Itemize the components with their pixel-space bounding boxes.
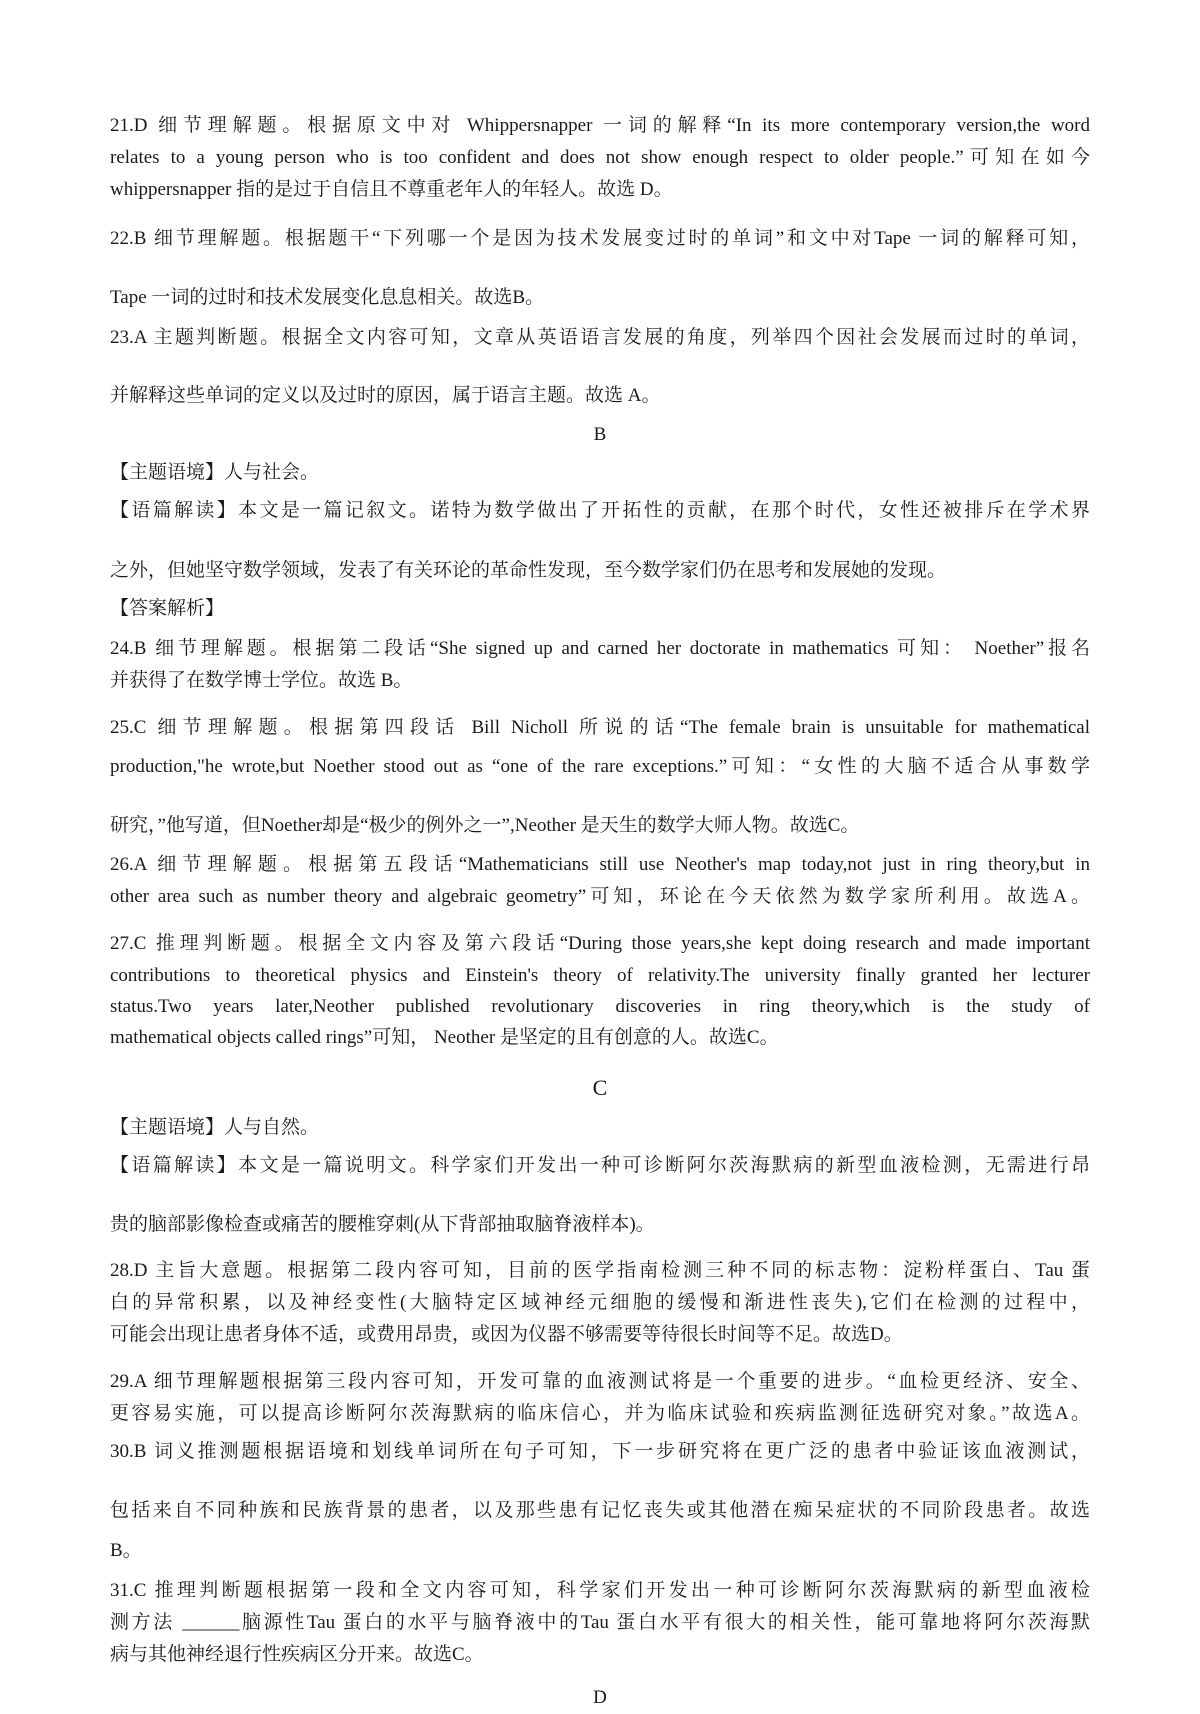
text-line: 31.C 推理判断题根据第一段和全文内容可知，科学家们开发出一种可诊断阿尔茨海默病的新型血液检 <box>110 1580 1090 1601</box>
text-line: status.Two years later,Neother published revolutionary discoveries in ring theory,which is the study of <box>110 996 1090 1017</box>
text-line: whippersnapper 指的是过于自信且不尊重老年人的年轻人。故选 D。 <box>110 179 673 200</box>
text-line: 28.D 主旨大意题。根据第二段内容可知，目前的医学指南检测三种不同的标志物：淀粉样蛋白、Tau 蛋 <box>110 1260 1090 1281</box>
text-line: 【主题语境】人与自然。 <box>110 1117 320 1138</box>
text-line: mathematical objects called rings”可知， Neother 是坚定的且有创意的人。故选C。 <box>110 1027 779 1048</box>
section-heading: D <box>593 1687 607 1708</box>
text-line: 【语篇解读】本文是一篇说明文。科学家们开发出一种可诊断阿尔茨海默病的新型血液检测，无需进行昂 <box>110 1155 1090 1176</box>
text-line: 25.C 细节理解题。根据第四段话 Bill Nicholl 所说的话“The female brain is unsuitable for mathematical <box>110 717 1090 738</box>
text-line: 【答案解析】 <box>110 598 225 619</box>
text-line: 白的异常积累，以及神经变性(大脑特定区域神经元细胞的缓慢和渐进性丧失),它们在检测的过程中， <box>110 1292 1090 1313</box>
text-line: 21.D 细节理解题。根据原文中对 Whippersnapper 一词的解释“In its more contemporary version,the word <box>110 115 1090 136</box>
text-line: 并解释这些单词的定义以及过时的原因，属于语言主题。故选 A。 <box>110 385 661 406</box>
text-line: 26.A 细节理解题。根据第五段话“Mathematicians still use Neother's map today,not just in ring theory,but in <box>110 854 1090 875</box>
text-line: B。 <box>110 1540 142 1561</box>
text-line: production,"he wrote,but Noether stood out as “one of the rare exceptions.”可知：“女性的大脑不适合从事数学 <box>110 756 1090 777</box>
text-line: contributions to theoretical physics and Einstein's theory of relativity.The university finally granted her lecturer <box>110 965 1090 986</box>
text-line: 可能会出现让患者身体不适，或费用昂贵，或因为仪器不够需要等待很长时间等不足。故选D。 <box>110 1324 903 1345</box>
text-line: relates to a young person who is too confident and does not show enough respect to older people.”可知在如今 <box>110 147 1090 168</box>
text-line: 30.B 词义推测题根据语境和划线单词所在句子可知，下一步研究将在更广泛的患者中验证该血液测试， <box>110 1441 1090 1462</box>
text-line: 更容易实施，可以提高诊断阿尔茨海默病的临床信心，并为临床试验和疾病监测征选研究对象。”故选A。 <box>110 1403 1090 1424</box>
text-line: 【主题语境】人与社会。 <box>110 462 320 483</box>
text-line: 29.A 细节理解题根据第三段内容可知，开发可靠的血液测试将是一个重要的进步。“血检更经济、安全、 <box>110 1371 1090 1392</box>
text-line: 研究，”他写道，但Noether却是“极少的例外之一”,Neother 是天生的数学大师人物。故选C。 <box>110 815 860 836</box>
text-line: 病与其他神经退行性疾病区分开来。故选C。 <box>110 1644 484 1665</box>
text-line: other area such as number theory and algebraic geometry”可知，环论在今天依然为数学家所利用。故选A。 <box>110 886 1090 907</box>
text-line: 之外，但她坚守数学领域，发表了有关环论的革命性发现，至今数学家们仍在思考和发展她的发现。 <box>110 560 947 581</box>
section-heading: C <box>592 1075 608 1100</box>
text-line: 27.C 推理判断题。根据全文内容及第六段话“During those years,she kept doing research and made important <box>110 933 1090 954</box>
text-line: 贵的脑部影像检查或痛苦的腰椎穿刺(从下背部抽取脑脊液样本)。 <box>110 1214 655 1235</box>
text-line: 并获得了在数学博士学位。故选 B。 <box>110 670 413 691</box>
text-line: Tape 一词的过时和技术发展变化息息相关。故选B。 <box>110 287 545 308</box>
text-line: 测方法 ______脑源性Tau 蛋白的水平与脑脊液中的Tau 蛋白水平有很大的相关性，能可靠地将阿尔茨海默 <box>110 1612 1090 1633</box>
text-line: 24.B 细节理解题。根据第二段话“She signed up and carned her doctorate in mathematics 可知： Noether”报名 <box>110 638 1090 659</box>
text-line: 【语篇解读】本文是一篇记叙文。诺特为数学做出了开拓性的贡献，在那个时代，女性还被排斥在学术界 <box>110 500 1090 521</box>
section-heading: B <box>593 424 607 445</box>
text-line: 23.A 主题判断题。根据全文内容可知，文章从英语语言发展的角度，列举四个因社会发展而过时的单词， <box>110 327 1090 348</box>
text-line: 22.B 细节理解题。根据题干“下列哪一个是因为技术发展变过时的单词”和文中对Tape 一词的解释可知， <box>110 228 1090 249</box>
text-line: 包括来自不同种族和民族背景的患者，以及那些患有记忆丧失或其他潜在痴呆症状的不同阶段患者。故选 <box>110 1500 1090 1521</box>
